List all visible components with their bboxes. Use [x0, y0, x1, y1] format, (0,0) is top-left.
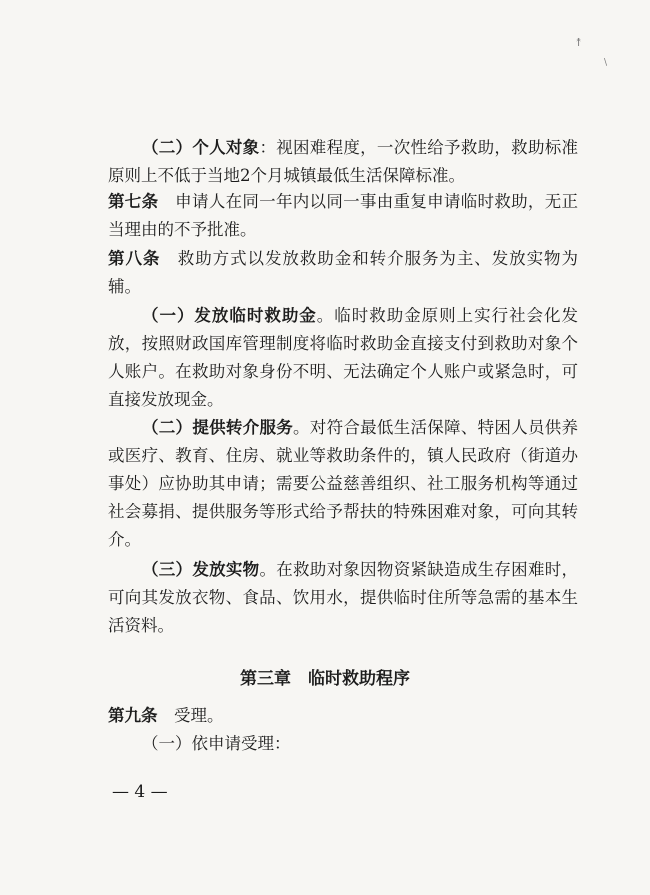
page-number: — 4 —: [112, 782, 168, 802]
paragraph-text: 。对符合最低生活保障、特困人员供养或医疗、教育、住房、就业等救助条件的，镇人民政府（街道办事处）应协助其申请；需要公益慈善组织、社工服务机构等通过社会募捐、提供服务等形式给予帮扶的特殊困难对象，可向其转介。: [108, 418, 579, 549]
paragraph-application: [108, 730, 578, 758]
paragraph-label: （二）提供转介服务: [142, 418, 294, 437]
paragraph-text: （一）依申请受理：: [142, 734, 291, 753]
paragraph-individual-recipients: [108, 134, 578, 190]
article-number: 第八条: [108, 249, 161, 268]
article-text: 受理。: [157, 706, 224, 725]
article-text: 申请人在同一年内以同一事由重复申请临时救助，无正当理由的不予批准。: [108, 192, 579, 239]
paragraph-cash-aid: [108, 302, 578, 414]
article-text: 救助方式以发放救助金和转介服务为主、发放实物为辅。: [108, 249, 579, 296]
article-number: 第九条: [108, 706, 158, 725]
paragraph-label: （三）发放实物: [142, 560, 260, 579]
paragraph-label: （一）发放临时救助金: [142, 306, 317, 325]
paragraph-referral-services: [108, 414, 578, 554]
article-8: [108, 245, 578, 301]
paragraph-text: 。在救助对象因物资紧缺造成生存困难时，可向其发放衣物、食品、饮用水，提供临时住所等急需的基本生活资料。: [108, 560, 579, 635]
paragraph-text: 。临时救助金原则上实行社会化发放，按照财政国库管理制度将临时救助金直接支付到救助对象个人账户。在救助对象身份不明、无法确定个人账户或紧急时，可直接发放现金。: [108, 306, 579, 409]
scan-mark: ↟: [574, 36, 584, 49]
paragraph-text: ：视困难程度，一次性给予救助，救助标准原则上不低于当地2个月城镇最低生活保障标准。: [108, 138, 579, 185]
paragraph-in-kind-aid: [108, 556, 578, 640]
article-number: 第七条: [108, 192, 159, 211]
paragraph-label: （二）个人对象: [142, 138, 260, 157]
scan-mark: \: [604, 58, 608, 68]
article-7: [108, 188, 578, 244]
article-9: [108, 702, 578, 730]
chapter-heading: 第三章 临时救助程序: [240, 669, 410, 689]
